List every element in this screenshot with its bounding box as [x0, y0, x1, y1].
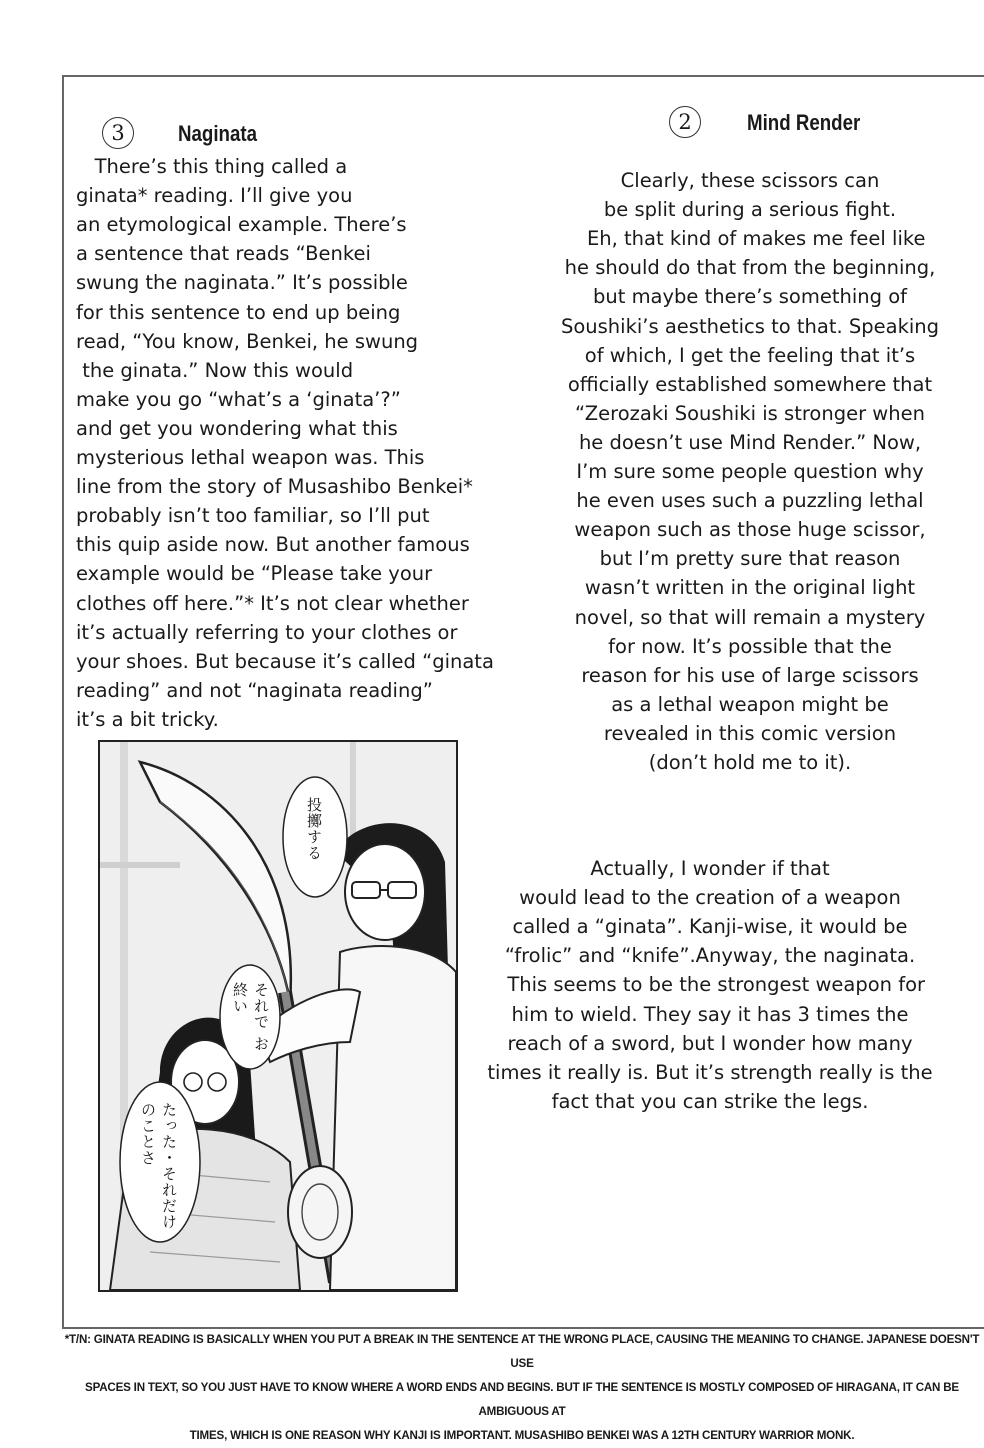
naginata-text-block: [76, 152, 526, 742]
naginata-text-line: mysterious lethal weapon was. This: [76, 446, 425, 469]
mind-render-text-line: he doesn’t use Mind Render.” Now,: [578, 430, 922, 454]
mind-render-text-line: (don’t hold me to it).: [648, 751, 852, 774]
continuation-text-line: times it really is. But it’s strength really is the: [487, 1060, 933, 1084]
mind-render-text-line: reason for his use of large scissors: [581, 663, 919, 687]
naginata-text-line: your shoes. But because it’s called “ginata: [76, 649, 494, 673]
naginata-text-line: line from the story of Musashibo Benkei*: [76, 475, 473, 499]
continuation-text-line: Actually, I wonder if that: [590, 857, 830, 880]
mind-render-text-line: he even uses such a puzzling lethal: [576, 489, 924, 513]
mind-render-text-line: I’m sure some people question why: [576, 460, 924, 483]
naginata-text-line: example would be “Please take your: [76, 562, 433, 586]
naginata-text-line: it’s a bit tricky.: [76, 707, 219, 731]
naginata-text-line: an etymological example. There’s: [76, 213, 407, 237]
section-title-mind-render: Mind Render: [747, 110, 861, 135]
speech-bubble-1: 投擲する: [305, 797, 323, 861]
mind-render-text-line: novel, so that will remain a mystery: [574, 605, 926, 629]
mind-render-text-line: for now. It’s possible that the: [608, 634, 892, 658]
mind-render-text-line: revealed in this comic version: [603, 721, 897, 745]
continuation-text-line: fact that you can strike the legs.: [551, 1089, 869, 1113]
footnote-line: TIMES, WHICH IS ONE REASON WHY KANJI IS IMPORTANT. MUSASHIBO BENKEI WAS A 12TH CENTURY WARRIOR MONK.: [189, 1429, 855, 1442]
mind-render-text-line: but I’m pretty sure that reason: [599, 547, 901, 571]
continuation-text-block: [462, 854, 958, 1124]
mind-render-text-line: Eh, that kind of makes me feel like: [574, 227, 926, 251]
naginata-text-line: for this sentence to end up being: [76, 300, 401, 324]
continuation-text-line: him to wield. They say it has 3 times the: [511, 1002, 909, 1026]
mind-render-text-line: of which, I get the feeling that it’s: [584, 343, 916, 367]
mind-render-text-line: he should do that from the beginning,: [564, 256, 936, 280]
continuation-text-line: “frolic” and “knife”.Anyway, the naginata.: [504, 944, 916, 968]
manga-panel: [98, 740, 458, 1292]
naginata-text-line: swung the naginata.” It’s possible: [76, 271, 408, 295]
naginata-text-line: probably isn’t too familiar, so I’ll put: [76, 504, 430, 528]
section-number-2: 2: [669, 106, 701, 138]
mind-render-text-line: “Zerozaki Soushiki is stronger when: [575, 401, 925, 425]
naginata-text-line: make you go “what’s a ‘ginata’?”: [76, 387, 401, 411]
naginata-text-line: read, “You know, Benkei, he swung: [76, 329, 419, 353]
section-number-3: 3: [102, 117, 134, 149]
speech-bubble-3: たった・それだけ のことさ: [139, 1102, 178, 1230]
naginata-text-line: and get you wondering what this: [76, 416, 398, 440]
naginata-text-line: it’s actually referring to your clothes or: [76, 620, 458, 644]
section-title-naginata: Naginata: [178, 121, 257, 146]
continuation-text-line: called a “ginata”. Kanji-wise, it would be: [512, 915, 908, 939]
speech-bubble-2: それで お終い: [231, 982, 270, 1052]
mind-render-text-block: [540, 166, 960, 786]
mind-render-text-line: but maybe there’s something of: [592, 285, 908, 309]
mind-render-text-line: wasn’t written in the original light: [584, 576, 916, 600]
translator-footnote: [60, 1328, 984, 1448]
mind-render-text-line: be split during a serious fight.: [603, 198, 897, 222]
continuation-text-line: This seems to be the strongest weapon for: [494, 973, 926, 997]
naginata-text-line: clothes off here.”* It’s not clear whether: [76, 591, 469, 615]
mind-render-text-line: as a lethal weapon might be: [611, 692, 889, 716]
mind-render-text-line: Soushiki’s aesthetics to that. Speaking: [560, 314, 940, 338]
naginata-text-line: this quip aside now. But another famous: [76, 533, 470, 557]
continuation-text-line: would lead to the creation of a weapon: [519, 886, 901, 910]
naginata-text-line: the ginata.” Now this would: [76, 358, 354, 382]
naginata-text-line: ginata* reading. I’ll give you: [76, 184, 353, 208]
footnote-line: SPACES IN TEXT, SO YOU JUST HAVE TO KNOW WHERE A WORD ENDS AND BEGINS. BUT IF THE SENTENCE IS MOSTLY COMPOSED OF HIRAGANA, IT CAN BE AMBIGUOUS AT: [85, 1381, 959, 1418]
naginata-text-line: reading” and not “naginata reading”: [76, 678, 433, 702]
footnote-line: *T/N: GINATA READING IS BASICALLY WHEN YOU PUT A BREAK IN THE SENTENCE AT THE WRONG PLACE, CAUSING THE MEANING TO CHANGE. JAPANESE DOESN'T USE: [64, 1333, 980, 1370]
mind-render-text-line: officially established somewhere that: [567, 372, 933, 396]
naginata-text-line: a sentence that reads “Benkei: [76, 242, 371, 266]
naginata-text-line: There’s this thing called a: [76, 155, 348, 178]
continuation-text-line: reach of a sword, but I wonder how many: [507, 1031, 913, 1055]
mind-render-text-line: weapon such as those huge scissor,: [574, 518, 926, 542]
mind-render-text-line: Clearly, these scissors can: [620, 169, 880, 192]
